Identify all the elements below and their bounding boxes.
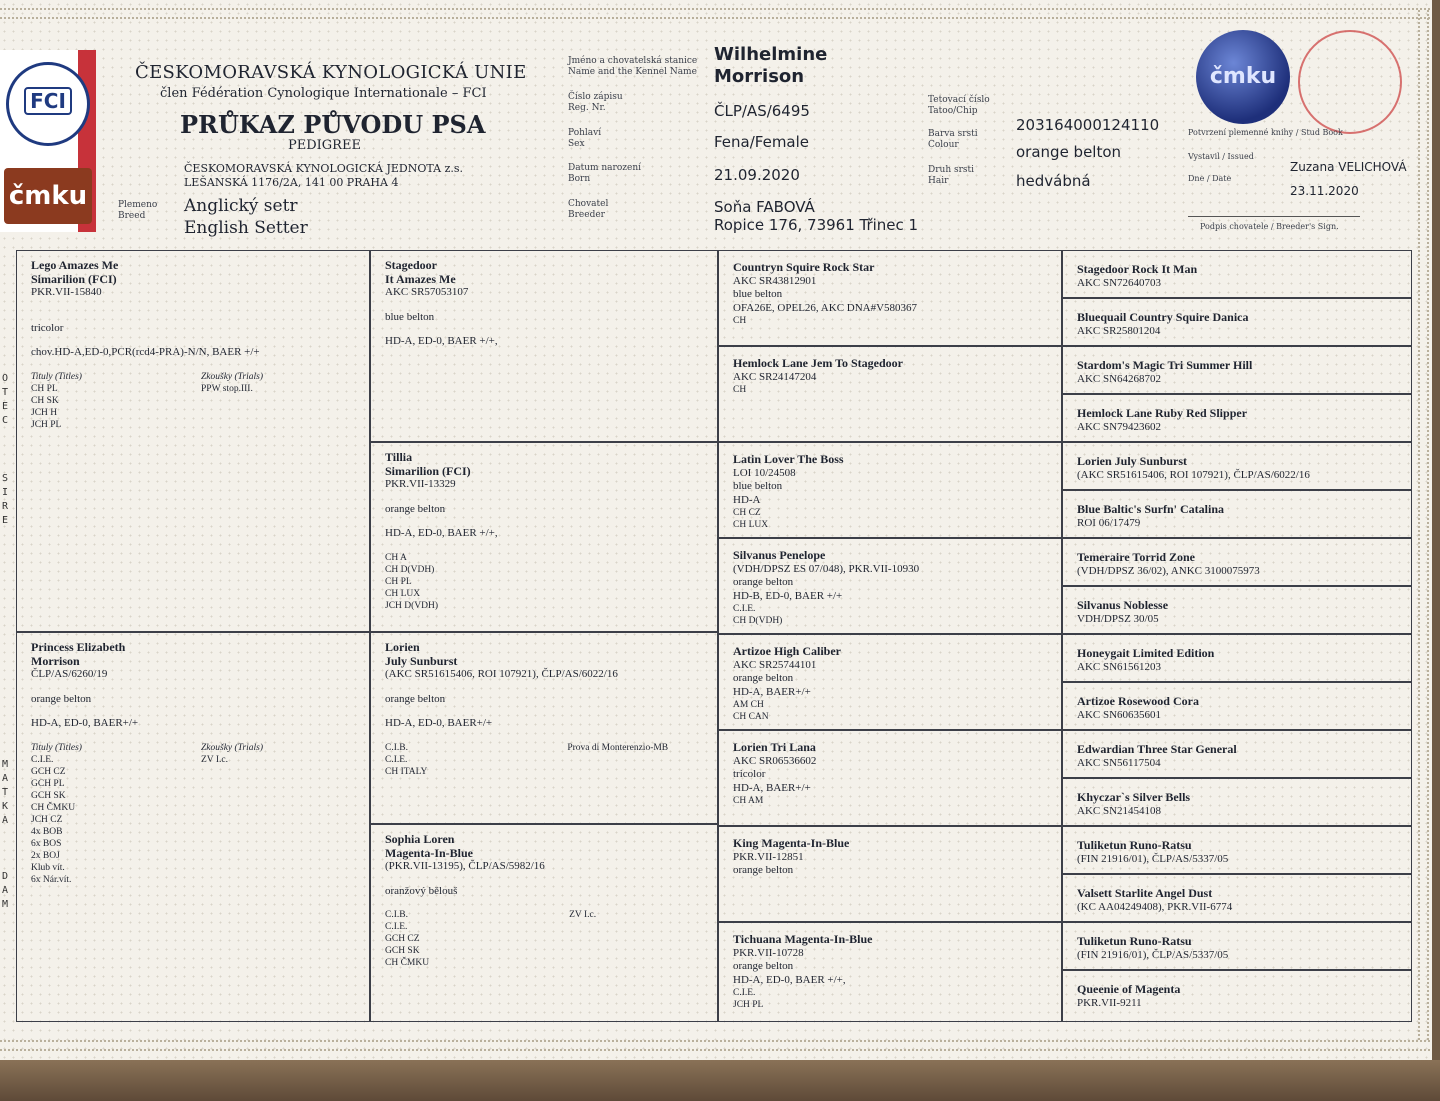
ancestor-kennel: It Amazes Me	[385, 271, 456, 286]
ancestor-reg: AKC SR25801204	[1077, 324, 1161, 337]
side-letter: A	[1, 773, 9, 784]
title-item: JCH D(VDH)	[385, 600, 439, 611]
titles-list	[733, 987, 1047, 1011]
decorative-border-right	[1418, 10, 1429, 1040]
ancestor-health: HD-A, ED-0, BAER+/+	[385, 717, 493, 729]
ancestor-reg: VDH/DPSZ 30/05	[1077, 612, 1159, 625]
cmku-stamp: čmku	[1196, 30, 1290, 124]
gen3-cell	[718, 442, 1062, 538]
ancestor-kennel: July Sunburst	[385, 653, 458, 668]
title-item: C.I.E.	[733, 988, 756, 998]
gen4-cell	[1062, 778, 1412, 826]
ancestor-name: Stagedoor Rock It Man	[1077, 262, 1198, 276]
ancestor-colour: blue belton	[385, 310, 435, 323]
ancestor-health: HD-A, ED-0, BAER +/+,	[385, 527, 498, 539]
title-item: 2x BOJ	[31, 850, 60, 861]
titles-list	[733, 603, 1047, 627]
side-letter: E	[1, 401, 9, 412]
ancestor-name: Honeygait Limited Edition	[1077, 646, 1215, 660]
ancestor-name: Tuliketun Runo-Ratsu	[1077, 934, 1192, 948]
ancestor-name: King Magenta-In-Blue	[733, 836, 850, 850]
ancestor-detail: OFA26E, OPEL26, AKC DNA#V580367	[733, 301, 918, 314]
ancestor-name: Lorien July Sunburst	[1077, 454, 1188, 468]
ancestor-reg: (AKC SR51615406, ROI 107921), ČLP/AS/6022/16	[1077, 468, 1310, 481]
titles-list	[733, 315, 1047, 327]
ancestor-name: Hemlock Lane Ruby Red Slipper	[1077, 406, 1248, 420]
ancestor-detail: AKC SR25744101	[733, 658, 817, 671]
spacer	[385, 874, 703, 885]
title-item: GCH PL	[31, 778, 65, 789]
gen3-cell	[718, 730, 1062, 826]
born-label: Datum narození Born	[568, 163, 642, 184]
side-letter: A	[1, 815, 9, 826]
ancestor-name: Sophia Loren	[385, 832, 455, 846]
ancestor-detail: tricolor	[733, 768, 766, 780]
gen4-cell	[1062, 394, 1412, 442]
colour-label: Barva srsti Colour	[928, 129, 978, 150]
ancestor-reg: ROI 06/17479	[1077, 516, 1141, 529]
side-letter: E	[1, 515, 9, 526]
logo-block	[0, 50, 96, 232]
ancestor-note: Prova di Monterenzio-MB	[567, 742, 669, 753]
title-item: CH PL	[31, 383, 58, 394]
title-item: CH AM	[733, 796, 764, 806]
ancestor-reg: (FIN 21916/01), ČLP/AS/5337/05	[1077, 948, 1229, 961]
side-letter: S	[1, 473, 9, 484]
ancestor-detail: blue belton	[733, 288, 783, 300]
gen4-cell	[1062, 538, 1412, 586]
gen3-cell	[718, 922, 1062, 1022]
spacer	[385, 324, 703, 335]
ancestor-reg: AKC SN64268702	[1077, 372, 1162, 385]
issued-by: Zuzana VELICHOVÁ	[1290, 160, 1407, 174]
ancestor-name: Queenie of Magenta	[1077, 982, 1181, 996]
ancestor-detail: AKC SR06536602	[733, 754, 817, 767]
ancestor-detail: LOI 10/24508	[733, 466, 796, 479]
titles-list	[733, 507, 1047, 531]
gen4-cell	[1062, 586, 1412, 634]
breed-label: Plemeno Breed	[118, 200, 158, 221]
title-item: C.I.E.	[31, 754, 54, 765]
ancestor-colour: orange belton	[385, 502, 446, 515]
title-item: C.I.E.	[733, 604, 756, 614]
issued-date: 23.11.2020	[1290, 184, 1359, 198]
sire-titles	[31, 383, 131, 431]
title-item: GCH SK	[385, 946, 420, 956]
stud-book-stamp	[1298, 30, 1402, 134]
gen3-cell	[718, 826, 1062, 922]
sex-value: Fena/Female	[714, 133, 810, 151]
ancestor-health: HD-A, ED-0, BAER +/+,	[385, 335, 498, 347]
ancestor-name: Latin Lover The Boss	[733, 452, 844, 466]
decorative-border-bottom	[0, 1040, 1430, 1051]
title-item: CH ČMKU	[385, 958, 430, 968]
ancestor-name: Stardom's Magic Tri Summer Hill	[1077, 358, 1253, 372]
gen4-cell	[1062, 970, 1412, 1022]
ancestor-reg: AKC SN72640703	[1077, 276, 1162, 289]
title-item: 4x BOB	[31, 826, 63, 837]
spacer	[385, 706, 703, 717]
ancestor-reg: PKR.VII-9211	[1077, 996, 1142, 1009]
hair-value: hedvábná	[1016, 172, 1091, 190]
spacer	[385, 492, 703, 503]
gen3-cell	[718, 346, 1062, 442]
titles-list	[733, 384, 1047, 396]
ancestor-name: Artizoe Rosewood Cora	[1077, 694, 1199, 708]
colour-value: orange belton	[1016, 143, 1122, 161]
signature-line	[1188, 216, 1360, 217]
ancestor-name: Blue Baltic's Surfn' Catalina	[1077, 502, 1225, 516]
title-item: CH PL	[385, 576, 412, 587]
title-item: C.I.B.	[385, 910, 408, 920]
name-label: Jméno a chovatelská stanice Name and the Kennel Name	[568, 56, 698, 77]
gen4-cell	[1062, 298, 1412, 346]
side-letter: O	[1, 373, 9, 384]
side-letter: M	[1, 899, 9, 910]
signature-label: Podpis chovatele / Breeder's Sign.	[1200, 222, 1339, 231]
ancestor-detail: (VDH/DPSZ ES 07/048), PKR.VII-10930	[733, 562, 920, 575]
ancestor-name: Silvanus Penelope	[733, 548, 826, 562]
gen2-cell	[370, 442, 718, 632]
gen4-cell	[1062, 826, 1412, 874]
ancestor-reg: (FIN 21916/01), ČLP/AS/5337/05	[1077, 852, 1229, 865]
breed-czech: Anglický setr	[184, 196, 298, 216]
decorative-border-top	[0, 8, 1430, 19]
title-item: JCH PL	[31, 419, 62, 430]
gen4-cell	[1062, 346, 1412, 394]
spacer	[385, 516, 703, 527]
titles-list	[385, 552, 438, 612]
ancestor-reg: AKC SN56117504	[1077, 756, 1161, 769]
ancestor-name: Valsett Starlite Angel Dust	[1077, 886, 1213, 900]
title-item: 6x Nár.vít.	[31, 874, 72, 885]
side-letter: M	[1, 759, 9, 770]
ancestor-detail: HD-A, BAER+/+	[733, 685, 811, 698]
title-item: CH ČMKU	[31, 802, 76, 813]
gen4-cell	[1062, 634, 1412, 682]
ancestor-kennel: Magenta-In-Blue	[385, 845, 473, 860]
date-label: Dne / Date	[1188, 174, 1232, 183]
title-item: CH	[733, 316, 747, 326]
titles-row	[385, 552, 703, 612]
title-item: CH LUX	[385, 588, 421, 599]
side-letter: R	[1, 501, 9, 512]
sire-cell: Lego Amazes Me Simarilion (FCI) PKR.VII-15840 tricolor chov.HD-A,ED-0,PCR(rcd4-PRA)-N/N, BAER +/+ Tituly (Titles) CH PL CH SK JCH H JCH PL Zkoušky (Trials) PPW stop.III.	[16, 250, 370, 632]
title-item: AM CH	[733, 700, 764, 710]
ancestor-reg: PKR.VII-13329	[385, 478, 456, 490]
ancestor-detail: PKR.VII-12851	[733, 850, 804, 863]
ancestor-colour: oranžový bělouš	[385, 884, 458, 897]
ancestor-detail: HD-A	[733, 493, 761, 506]
ancestor-detail: orange belton	[733, 672, 794, 684]
born-date: 21.09.2020	[714, 166, 800, 184]
side-letter: I	[1, 487, 9, 498]
fci-membership: člen Fédération Cynologique Internationale – FCI	[160, 86, 487, 101]
spacer	[385, 300, 703, 311]
ancestor-detail: blue belton	[733, 480, 783, 492]
title-item: GCH SK	[31, 790, 66, 801]
fci-logo: FCI	[6, 62, 90, 146]
gen4-cell	[1062, 250, 1412, 298]
title-item: JCH PL	[733, 1000, 764, 1010]
title-item: CH D(VDH)	[385, 564, 435, 575]
gen4-cell	[1062, 730, 1412, 778]
dam-cell: Princess Elizabeth Morrison ČLP/AS/6260/19 orange belton HD-A, ED-0, BAER+/+ Tituly (Titles) C.I.E. GCH CZ GCH PL GCH SK CH ČMKU JCH CZ 4x BOB 6x BOS 2x BOJ Klub vít. 6x Nár.vít. Zkoušky (Trials) ZV I.c.	[16, 632, 370, 1022]
side-letter: A	[1, 885, 9, 896]
ancestor-note: ZV I.c.	[569, 910, 597, 920]
ancestor-name: Countryn Squire Rock Star	[733, 260, 875, 274]
pedigree-table	[0, 250, 1412, 1022]
ancestor-detail: PKR.VII-10728	[733, 946, 804, 959]
club-name: ČESKOMORAVSKÁ KYNOLOGICKÁ JEDNOTA z.s.	[184, 162, 463, 175]
ancestor-detail: orange belton	[733, 960, 794, 972]
ancestor-detail: HD-B, ED-0, BAER +/+	[733, 589, 843, 602]
ancestor-kennel: Simarilion (FCI)	[385, 463, 471, 478]
titles-list	[733, 795, 1047, 807]
titles-list	[385, 742, 427, 778]
gen3-cell	[718, 538, 1062, 634]
ancestor-reg: (AKC SR51615406, ROI 107921), ČLP/AS/6022/16	[385, 668, 618, 680]
ancestor-colour: orange belton	[385, 692, 446, 705]
gen2-cell	[370, 632, 718, 824]
ancestor-name: Artizoe High Caliber	[733, 644, 841, 658]
ancestor-name: Tichuana Magenta-In-Blue	[733, 932, 873, 946]
ancestor-name: Khyczar`s Silver Bells	[1077, 790, 1191, 804]
ancestor-detail: HD-A, BAER+/+	[733, 781, 811, 794]
gen2-cell	[370, 250, 718, 442]
ancestor-reg: AKC SN60635601	[1077, 708, 1162, 721]
side-letter: K	[1, 801, 9, 812]
ancestor-detail: AKC SR24147204	[733, 370, 817, 383]
gen4-cell	[1062, 682, 1412, 730]
ancestor-name: Edwardian Three Star General	[1077, 742, 1237, 756]
organization-name: ČESKOMORAVSKÁ KYNOLOGICKÁ UNIE	[135, 62, 527, 83]
ancestor-reg: AKC SN79423602	[1077, 420, 1162, 433]
ancestor-reg: (KC AA04249408), PKR.VII-6774	[1077, 900, 1233, 913]
reg-label: Číslo zápisu Reg. Nr.	[568, 92, 623, 113]
breed-english: English Setter	[184, 218, 308, 238]
gen3-cell	[718, 634, 1062, 730]
titles-row	[385, 909, 703, 969]
title-item: JCH CZ	[31, 814, 63, 825]
spacer	[385, 349, 703, 360]
gen3-cell	[718, 250, 1062, 346]
ancestor-reg: AKC SN61561203	[1077, 660, 1162, 673]
sex-label: Pohlaví Sex	[568, 128, 602, 149]
side-letter: D	[1, 871, 9, 882]
document-subtitle: PEDIGREE	[288, 138, 361, 153]
title-item: CH D(VDH)	[733, 616, 783, 626]
side-letter: T	[1, 387, 9, 398]
title-item: C.I.E.	[385, 754, 408, 765]
title-item: CH CAN	[733, 712, 769, 722]
titles-list	[385, 909, 429, 969]
ancestor-detail: HD-A, ED-0, BAER +/+,	[733, 973, 846, 986]
table-surface	[0, 1060, 1440, 1101]
ancestor-name: Lorien	[385, 640, 420, 654]
dog-name: Wilhelmine Morrison	[714, 44, 828, 87]
club-address: LEŠANSKÁ 1176/2A, 141 00 PRAHA 4	[184, 176, 399, 189]
gen2-cell	[370, 824, 718, 1022]
dam-titles	[31, 754, 131, 886]
ancestor-reg: AKC SN21454108	[1077, 804, 1162, 817]
title-item: CH SK	[31, 395, 59, 406]
titles-list	[733, 699, 1047, 723]
spacer	[385, 898, 703, 909]
gen4-cell	[1062, 490, 1412, 538]
reg-number: ČLP/AS/6495	[714, 102, 810, 120]
title-item: 6x BOS	[31, 838, 62, 849]
cmku-logo: čmku	[4, 168, 92, 224]
spacer	[385, 731, 703, 742]
document-title: PRŮKAZ PŮVODU PSA	[180, 110, 486, 139]
title-item: JCH H	[31, 407, 58, 418]
ancestor-name: Tillia	[385, 450, 413, 464]
ancestor-detail: orange belton	[733, 864, 794, 876]
gen4-cell	[1062, 442, 1412, 490]
titles-row	[385, 742, 703, 778]
ancestor-name: Lorien Tri Lana	[733, 740, 816, 754]
gen4-cell	[1062, 922, 1412, 970]
ancestor-reg: (PKR.VII-13195), ČLP/AS/5982/16	[385, 860, 545, 872]
ancestor-name: Stagedoor	[385, 258, 437, 272]
ancestor-detail: AKC SR43812901	[733, 274, 817, 287]
title-item: GCH CZ	[31, 766, 66, 777]
issued-label: Vystavil / Issued	[1188, 152, 1254, 161]
breeder-value: Soňa FABOVÁ Ropice 176, 73961 Třinec 1	[714, 198, 919, 234]
ancestor-name: Bluequail Country Squire Danica	[1077, 310, 1249, 324]
side-letter: C	[1, 415, 9, 426]
title-item: CH A	[385, 552, 407, 563]
ancestor-name: Silvanus Noblesse	[1077, 598, 1169, 612]
hair-label: Druh srsti Hair	[928, 165, 975, 186]
chip-label: Tetovací číslo Tatoo/Chip	[928, 95, 990, 116]
title-item: GCH CZ	[385, 934, 420, 944]
title-item: Klub vít.	[31, 862, 65, 873]
confirm-label: Potvrzení plemenné knihy / Stud Book	[1188, 128, 1343, 137]
side-letter: T	[1, 787, 9, 798]
title-item: CH CZ	[733, 508, 761, 518]
title-item: CH LUX	[733, 520, 769, 530]
gen4-cell	[1062, 874, 1412, 922]
breeder-label: Chovatel Breeder	[568, 199, 609, 220]
ancestor-name: Hemlock Lane Jem To Stagedoor	[733, 356, 903, 370]
ancestor-name: Temeraire Torrid Zone	[1077, 550, 1195, 564]
spacer	[385, 682, 703, 693]
chip-number: 203164000124110	[1016, 116, 1160, 134]
ancestor-reg: (VDH/DPSZ 36/02), ANKC 3100075973	[1077, 564, 1260, 577]
title-item: C.I.B.	[385, 742, 408, 753]
title-item: CH ITALY	[385, 766, 428, 777]
title-item: CH	[733, 385, 747, 395]
spacer	[385, 541, 703, 552]
title-item: C.I.E.	[385, 922, 408, 932]
ancestor-name: Tuliketun Runo-Ratsu	[1077, 838, 1192, 852]
ancestor-reg: AKC SR57053107	[385, 286, 469, 298]
ancestor-detail: orange belton	[733, 576, 794, 588]
